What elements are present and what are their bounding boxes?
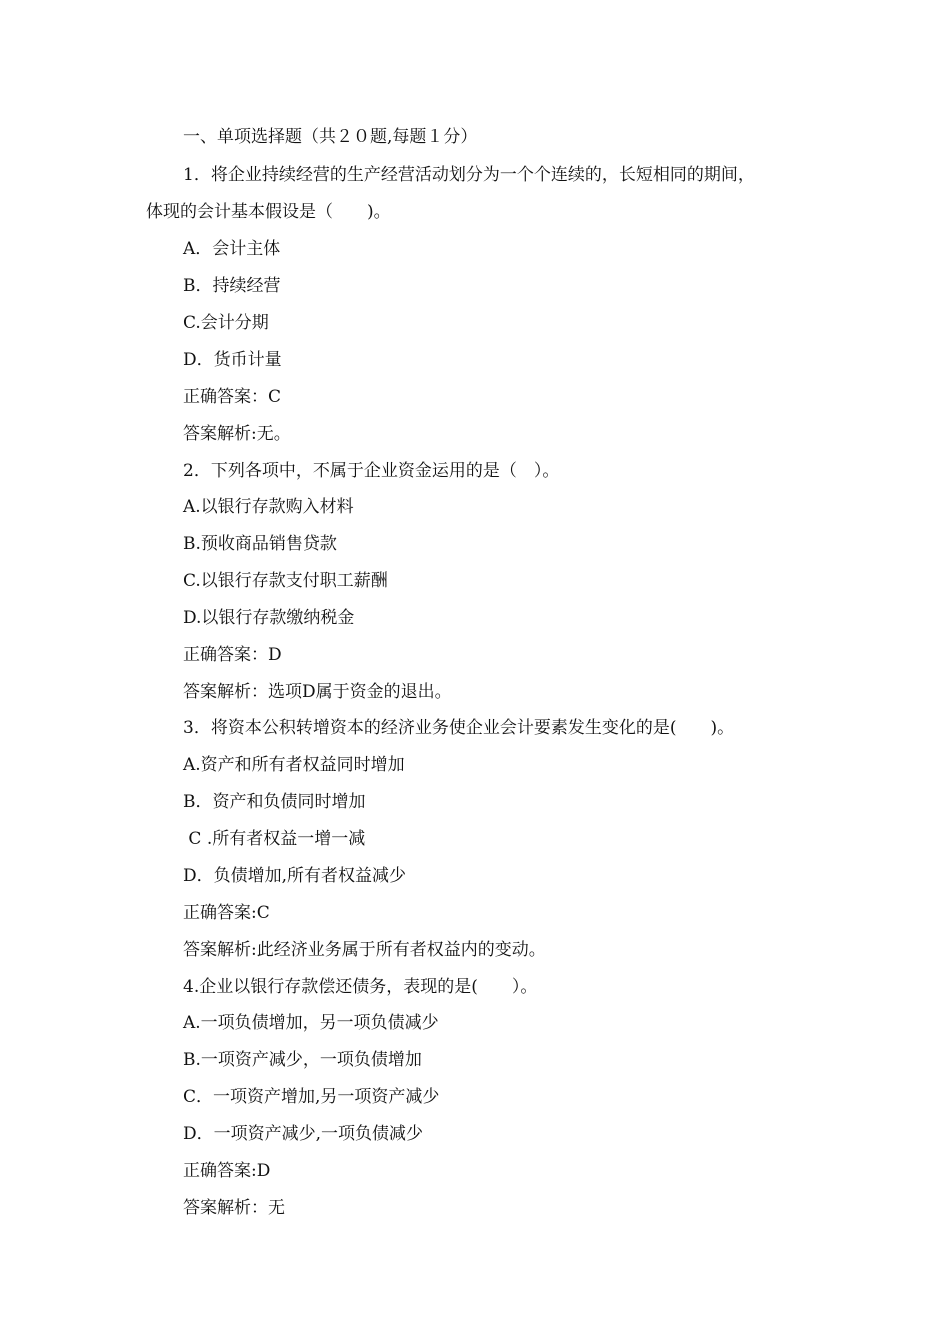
question-1-option-d: D．货币计量 (183, 350, 282, 370)
question-2-analysis: 答案解析：选项D属于资金的退出。 (183, 682, 452, 702)
question-1-option-b: B．持续经营 (183, 276, 281, 296)
question-4-option-a: A.一项负债增加，另一项负债减少 (183, 1013, 439, 1033)
question-1-stem-continued: 体现的会计基本假设是（ )。 (146, 202, 391, 222)
question-3-option-c: C .所有者权益一增一减 (183, 829, 366, 849)
question-1-option-a: A．会计主体 (183, 239, 281, 259)
question-2-option-c: C.以银行存款支付职工薪酬 (183, 571, 388, 591)
question-2-option-d: D.以银行存款缴纳税金 (183, 608, 355, 628)
question-3-option-a: A.资产和所有者权益同时增加 (183, 755, 405, 775)
question-3-answer: 正确答案:C (183, 903, 270, 923)
question-3-stem: 3．将资本公积转增资本的经济业务使企业会计要素发生变化的是( )。 (183, 718, 735, 738)
question-4-answer: 正确答案:D (183, 1161, 271, 1181)
question-4-option-b: B.一项资产减少，一项负债增加 (183, 1050, 422, 1070)
question-1-stem: 1．将企业持续经营的生产经营活动划分为一个个连续的，长短相同的期间， (183, 165, 755, 185)
question-1-answer: 正确答案：C (183, 387, 282, 407)
question-3-option-b: B．资产和负债同时增加 (183, 792, 366, 812)
question-4-option-d: D．一项资产减少,一项负债减少 (183, 1124, 424, 1144)
question-4-stem: 4.企业以银行存款偿还债务，表现的是( ）。 (183, 977, 538, 997)
question-2-answer: 正确答案：D (183, 645, 282, 665)
question-1-option-c: C.会计分期 (183, 313, 269, 333)
section-heading: 一、单项选择题（共２０题,每题１分） (183, 127, 478, 147)
question-4-analysis: 答案解析：无 (183, 1198, 285, 1218)
question-2-option-a: A.以银行存款购入材料 (183, 497, 354, 517)
question-1-analysis: 答案解析:无。 (183, 424, 291, 444)
question-4-option-c: C．一项资产增加,另一项资产减少 (183, 1087, 440, 1107)
question-3-analysis: 答案解析:此经济业务属于所有者权益内的变动。 (183, 940, 546, 960)
question-2-option-b: B.预收商品销售贷款 (183, 534, 337, 554)
question-3-option-d: D．负债增加,所有者权益减少 (183, 866, 407, 886)
question-2-stem: 2．下列各项中，不属于企业资金运用的是（ ）。 (183, 461, 560, 481)
